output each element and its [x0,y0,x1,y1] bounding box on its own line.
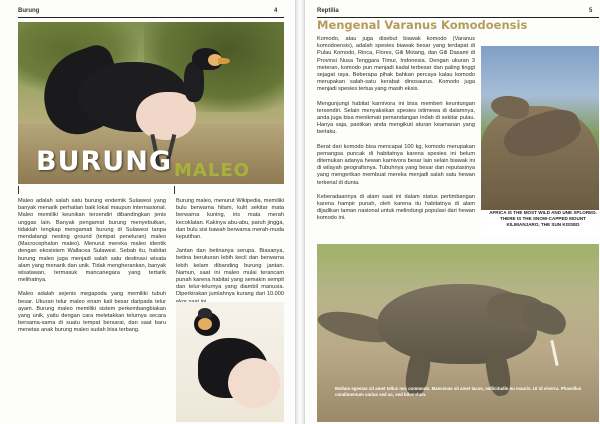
maleo-face [198,318,212,330]
maleo-portrait-photo [176,302,284,422]
running-head: Burung [18,8,40,14]
paragraph: Komodo, atau juga disebut biawak komodo (Varanus komodoensis), adalah spesies biawak besar yang terdapat di Pulau Komodo, Rinca, Flores, Gili Motang, dan Gili Dasami di Provinsi Nusa Tenggara Timur, Indonesia. Dengan ukuran 3 meteran, komodo pun menjadi kadal terbesar dan paling tinggi sejagat raya. Beberapa pihak bahkan percaya kalau komodo merupakan salah-satu kerabat dinosaurus. Komodo juga menjadi spesies tertua yang masih eksis. [317,36,475,93]
title-main: BURUNG [36,146,172,177]
title-sub: MALEO [174,160,250,181]
header-rule [18,17,284,18]
paragraph: Mengunjungi habitat karnivora ini bisa memberi keuntungan tersendiri. Selain menyaksikan spesies istimewa di dalamnya, anda juga bisa menikmati pemandangan indah di sekitar pulau. Hanya saja, pastikan anda mengikuti aturan keamanan yang berlaku. [317,100,475,136]
article-column-2 [176,198,284,306]
paragraph: Maleo adalah sejenis megapoda yang memiliki tubuh besar. Ukuran telur maleo enam kali besar daripada telur ayam. Burung maleo memiliki sistem perkembangbiakan yang unik, yaitu dengan cara meletakkan telurnya secara bersama-sama di suatu tempat bersarai, dan saat baru menetas anak burung maleo sudah bisa terbang. [18,291,166,334]
maleo-casque [198,308,212,318]
page-gutter [296,0,304,424]
komodo-photo-small [481,46,599,210]
running-head: Reptilia [317,8,339,14]
paragraph: Burung maleo, menurut Wikipedia, memiliki bulu berwarna hitam, kulit sekitar mata berwarna kuning, iris mata merah kecoklatan. Kakinya abu-abu, paruh jingga, dan bulu sisi bawah berwarna merah-muda keputihan. [176,198,284,241]
page-number: 4 [274,8,278,14]
column-rule [18,186,19,194]
paragraph: Maleo adalah salah satu burung endemik Sulawesi yang banyak menarik perhatian baik lokal maupun internasional. Maleo memiliki keunikan tersendiri dibandingkan jenis unggas lain. Banyak pengamat burung menyebutkan, tidaklah lengkap mengamati burung di Sulawesi tanpa mendatangi nesting ground (tempat peneluran) maleo (Macrocephalon maleo). Menurut mereka maleo identik dengan ekosistem Wallacea Sulawesi. Sebab itu, habitat burung maleo juga menjadi salah satu destinasi wisata alam yang menarik dan unik. Tidak mengherankan, banyak wisatawan, termasuk mancanegara yang tertarik melihatnya. [18,198,166,284]
column-rule [174,186,175,194]
article-column-1 [18,198,166,335]
photo-credit: Mollam egestas sit amet tellus nec commodo. Maecenas sit amet lacus, sollicitudin eu mauris. Ut id viverra. Phasellus condimentum varius sed ac, sed bibendum. [335,386,582,397]
photo-caption: AFRICA IS THE MOST WILD AND UNE XPLORED. THERE IS THE SNOW-CAPPED MOUNT KILIMANJARO, THE SUN KISSED [489,210,597,227]
paragraph: Berat dari komodo bisa mencapai 100 kg, komodo merupakan pemangsa puncak di habitatnya karena spesies ini belum ditemukan adanya hewan karnivora besar lain selain biawak ini di wilayah geografisnya. Tubuhnya yang besar dan reputasinya yang mengerikan membuat mereka menjadi salah satu hewan terkenal di dunia. [317,143,475,186]
right-page [304,0,600,424]
paragraph: Keberadaannya di alam saat ini dalam status pertimbangan karena hampir punah, oleh karena itu habitatnya di alam dijadikan taman nasional untuk melindungi populasi dari hewan komodo ini. [317,193,475,222]
maleo-beak [218,58,230,64]
komodo-photo-large [317,244,599,422]
article-body [317,36,475,223]
article-title: Mengenal Varanus Komodoensis [317,18,528,32]
maleo-belly [228,358,280,408]
paragraph: Jantan dan betinanya serupa. Biasanya, betina berukuran lebih kecil dan berwarna lebih kelam dibanding burung jantan. Namun, saat ini maleo mulai terancam punah karena habitat yang semakin sempit dan telur-telurnya yang diambil manusia. Diperkirakan jumlahnya kurang dari 10.000 [176,248,284,298]
page-number: 5 [589,8,593,14]
left-page [0,0,296,424]
komodo-tongue [550,340,558,366]
